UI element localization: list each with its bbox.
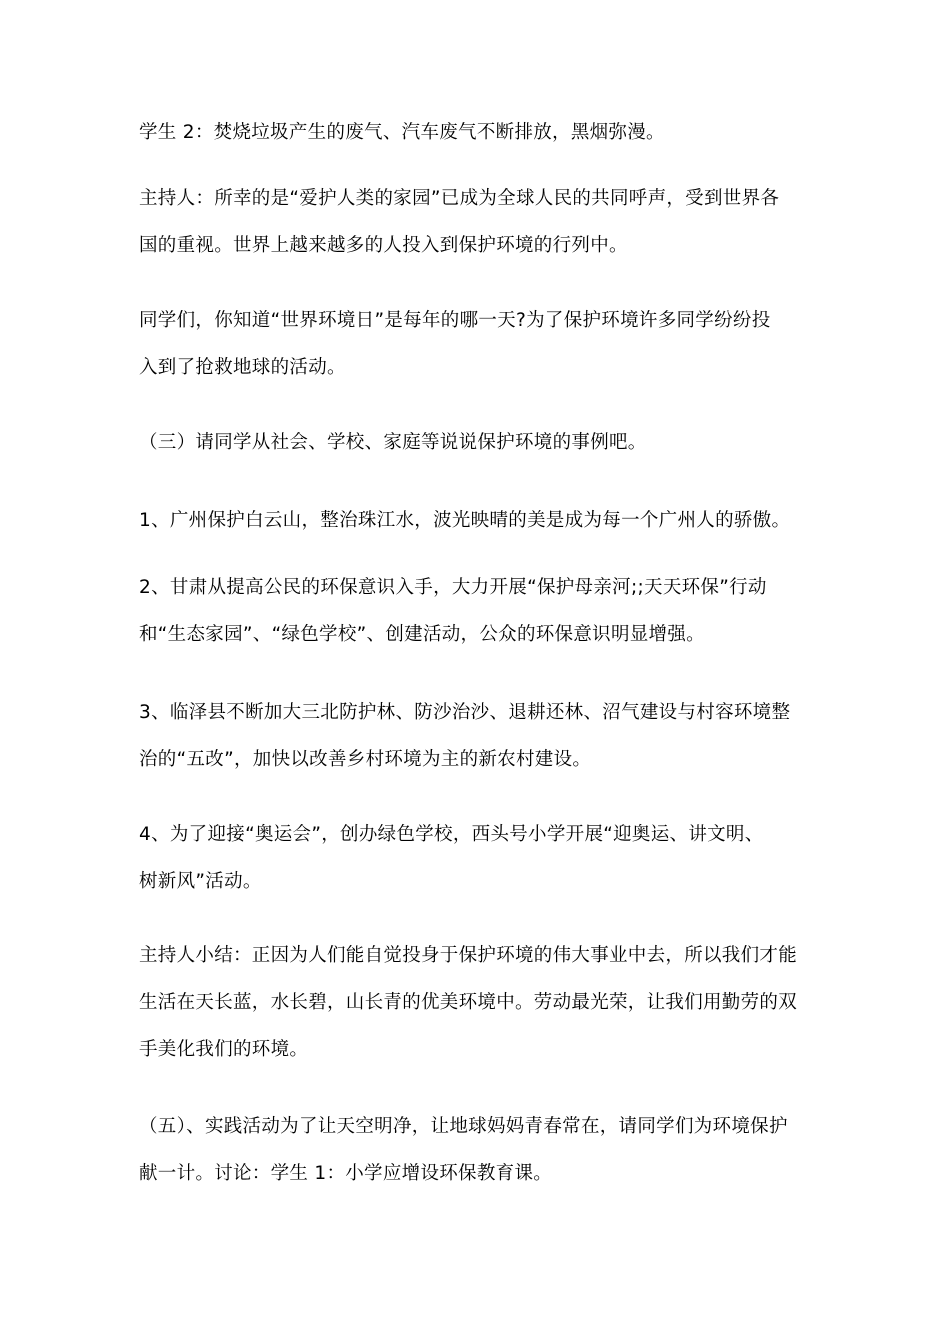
text-line: （三）请同学从社会、学校、家庭等说说保护环境的事例吧。 [139, 432, 647, 453]
paragraph-environment-day [139, 297, 819, 391]
paragraph-example-4 [139, 811, 819, 905]
paragraph-example-1 [139, 497, 819, 544]
text-line: 手美化我们的环境。 [139, 1039, 309, 1060]
text-line: （五）、实践活动为了让天空明净，让地球妈妈青春常在，请同学们为环境保护 [139, 1116, 788, 1137]
text-line: 树新风”活动。 [139, 871, 262, 892]
text-line: 主持人小结：正因为人们能自觉投身于保护环境的伟大事业中去，所以我们才能 [139, 945, 798, 966]
text-line: 2、甘肃从提高公民的环保意识入手，大力开展“保护母亲河;;天天环保”行动 [139, 577, 767, 598]
paragraph-example-2 [139, 564, 819, 658]
text-line: 4、为了迎接“奥运会”，创办绿色学校，西头号小学开展“迎奥运、讲文明、 [139, 824, 764, 845]
text-line: 治的“五改”，加快以改善乡村环境为主的新农村建设。 [139, 749, 592, 770]
text-line: 同学们，你知道“世界环境日”是每年的哪一天?为了保护环境许多同学纷纷投 [139, 310, 771, 331]
text-line: 献一计。讨论：学生 1：小学应增设环保教育课。 [139, 1163, 553, 1184]
paragraph-section-five [139, 1103, 819, 1197]
text-line: 国的重视。世界上越来越多的人投入到保护环境的行列中。 [139, 235, 628, 256]
text-line: 主持人：所幸的是“爱护人类的家园”已成为全球人民的共同呼声，受到世界各 [139, 188, 780, 209]
paragraph-section-three [139, 419, 819, 466]
text-line: 1、广州保护白云山，整治珠江水，波光映晴的美是成为每一个广州人的骄傲。 [139, 510, 791, 531]
text-line: 和“生态家园”、“绿色学校”、创建活动，公众的环保意识明显增强。 [139, 624, 705, 645]
text-line: 入到了抢救地球的活动。 [139, 357, 346, 378]
text-line: 生活在天长蓝，水长碧，山长青的优美环境中。劳动最光荣，让我们用勤劳的双 [139, 992, 798, 1013]
paragraph-host-intro [139, 175, 819, 269]
paragraph-host-summary [139, 932, 819, 1073]
paragraph-example-3 [139, 689, 819, 783]
text-line: 学生 2：焚烧垃圾产生的废气、汽车废气不断排放，黑烟弥漫。 [139, 122, 665, 143]
text-line: 3、临泽县不断加大三北防护林、防沙治沙、退耕还林、沼气建设与村容环境整 [139, 702, 791, 723]
paragraph-student2 [139, 109, 819, 156]
